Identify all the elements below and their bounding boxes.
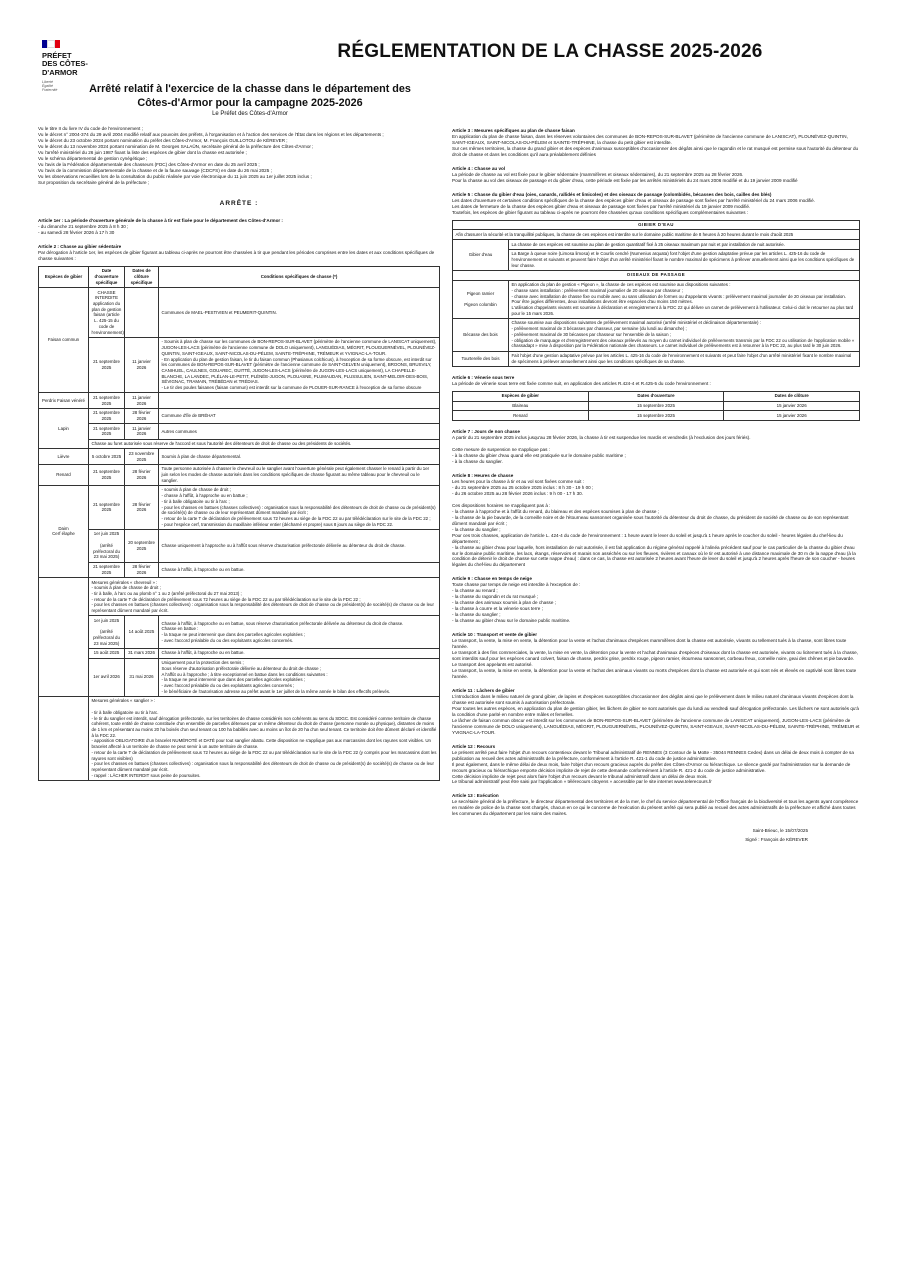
table-cell: 20 septembre 2025 (125, 529, 159, 562)
table-header: Dates de clôture (724, 391, 860, 401)
condition-cell: La chasse de ces espèces est soumise au plan de gestion quantitatif fixé à 25 oiseaux maximum par nuit et par installation de nuit autorisée. (509, 240, 860, 250)
signature-signed: Signé : François de KÉREVER (745, 836, 808, 842)
table-cell: Chasse à l'affût, à l'approche ou en battue. (159, 562, 440, 577)
table-cell (159, 393, 440, 408)
table-cell: 21 septembre 2025 (89, 562, 125, 577)
table-row (39, 696, 440, 780)
table-cell: Communes de MAEL-PESTIVIEN et PEUMERIT-QUINTIN. (159, 288, 440, 338)
table-row (453, 401, 860, 411)
left-column (38, 126, 440, 781)
vu-item: Vu le schéma départemental de gestion cynégétique ; (38, 155, 148, 161)
table-cell: 15 janvier 2026 (724, 401, 860, 411)
vu-list (38, 126, 440, 186)
vu-item: Sur proposition du secrétaire général de la préfecture ; (38, 179, 150, 185)
table-cell: 1er juin 2025 (arrêté préfectoral du 23 mai 2025) (89, 616, 125, 649)
table-cell: 5 octobre 2025 (89, 449, 125, 464)
table-cell: CHASSE INTERDITE application du plan de gestion faisan (article L. 425-15 du code de l'environnement) (89, 288, 125, 338)
article-4-title: Article 4 : Chasse au vol (452, 165, 506, 171)
table-header: Espèces de gibier (453, 391, 589, 401)
table-header: Dates de clôture spécifique (125, 266, 159, 287)
table-cell: Chasse uniquement à l'approche ou à l'affût sous réserve d'autorisation préfectorale délivrée au détenteur du droit de chasse. (159, 529, 440, 562)
species-cell: Gibier d'eau (453, 240, 509, 271)
table-cell: Lapin (39, 408, 89, 449)
table-cell: Daim Cerf élaphe (39, 485, 89, 577)
table-cell: Autres communes (159, 424, 440, 439)
table-row (39, 439, 440, 449)
table-cell: 15 janvier 2026 (724, 411, 860, 421)
vu-item: Vu l'arrêté ministériel du 26 juin 1987 fixant la liste des espèces de gibier dont la chasse est autorisée ; (38, 149, 247, 155)
condition-cell: En application du plan de gestion « Pigeon », la chasse de ces espèces est soumise aux dispositions suivantes : - chasse sans installation : prélèvement maximal journalier de 20 oiseaux par chasseur ; - chasse avec installation de chasse fixe ou mobile avec ou sans utilisation de formes ou d'appelants vivants : prélèvement maximal journalier de 20 oiseaux par installation. Pour être jugées différentes, deux installations devront être espacées d'au moins 150 mètres. L'utilisation d'appelants vivants est soumise à déclaration et enregistrement à la FDC 22 qui délivre un carnet de prélèvement à l'utilisateur. Celui-ci doit le retourner au plus tard pour le 15 mars 2026. (509, 280, 860, 318)
article-3-text: En application du plan de chasse faisan, dans les réserves volontaires des communes de BON-REPOS-SUR-BLAVET (périmètre de l'ancienne commune de LANISCAT), PLOUNÉVEZ-QUINTIN, SAINT-IGEAUX, SAINT-NICOLAS-DU-PÉLEM et SAINTE-TRÉPHINE, la chasse du petit gibier est interdite. Sur ces mêmes territoires, la chasse du grand gibier et des espèces d'animaux susceptibles d'occasionner des dégâts ainsi que le ragondin et le rat musqué est permise sous l'autorité du détenteur du droit de chasse et dans les conditions qu'il aura préalablement définies (452, 133, 859, 157)
table-cell: 21 septembre 2025 (89, 408, 125, 423)
table-row (39, 485, 440, 529)
table-header: Espèces de gibier (39, 266, 89, 287)
table-cell: 23 novembre 2025 (125, 449, 159, 464)
table-cell: - soumis à plan de chasse de droit ; - chasse à l'affût, à l'approche ou en battue ; - tir à balle obligatoire ou tir à l'arc ; - pour les chasses en battues (chasses collectives) : organisation sous la responsabilité des détenteurs de droit de chasse ou de président(s) de société(s) de chasse ou de leur représentant dûment mandaté par écrit ; - retour de la carte T de déclaration de prélèvement sous 72 heures au siège de la FDC 22 ou par télédéclaration sur le site de la FDC 22 ; - pour l'espèce cerf, transmission du maxillaire inférieur entier (décharné et propre) sous 8 jours au siège de la FDC 22. (159, 485, 440, 529)
table-header: Conditions spécifiques de chasse (*) (159, 266, 440, 287)
table-cell: Toute personne autorisée à chasser le chevreuil ou le sanglier avant l'ouverture générale peut également chasser le renard à partir du 1er juin selon les modes de chasse autorisés dans les conditions spécifiques de chasse figurant au même tableau pour le chevreuil ou le sanglier. (159, 464, 440, 485)
water-game-header: GIBIER D'EAU (453, 220, 860, 230)
table-cell: 31 mars 2026 (125, 648, 159, 658)
flag-icon (42, 40, 60, 48)
article-13-text: Le secrétaire général de la préfecture, le directeur départemental des territoires et de la mer, le chef du service départemental de l'Office français de la biodiversité et tous les agents ayant compétence en matière de police de la chasse sont chargés, chacun en ce qui le concerne de l'exécution du présent arrêté qui sera publié au recueil des actes administratifs de la préfecture et affiché dans toutes les communes du département par les soins des maires. (452, 799, 859, 817)
sedentary-game-table (38, 266, 440, 781)
table-row (39, 464, 440, 485)
water-game-intro: Afin d'assurer la sécurité et la tranquillité publiques, la chasse de ces espèces est interdite sur le domaine public maritime de 8 heures à 20 heures durant le mois d'août 2025 (453, 230, 860, 240)
table-cell: 21 septembre 2025 (89, 337, 125, 392)
article-5-text: Les dates d'ouverture et certaines conditions spécifiques de la chasse des espèces gibier d'eau et oiseaux de passage sont fixées par l'arrêté ministériel du 24 mars 2006 modifié. Les dates de fermeture de la chasse des espèces gibier d'eau et oiseaux de passage sont fixées par l'arrêté ministériel du 19 janvier 2009 modifié. Toutefois, les espèces de gibier figurant au tableau ci-après ne pourront être chassées qu'aux conditions spécifiques complémentaires suivantes : (452, 197, 815, 215)
table-cell: 14 août 2025 (125, 616, 159, 649)
article-2-text: Par dérogation à l'article 1er, les espèces de gibier figurant au tableau ci-après ne pourront être chassées à tir que pendant les périodes comprises entre les dates et aux conditions spécifiques de chasse suivantes : (38, 250, 435, 261)
table-row (39, 658, 440, 696)
article-6-text: La période de vénerie sous terre est fixée comme suit, en application des articles R.424-4 et R.425-5 du code l'environnement : (452, 380, 711, 386)
table-cell: Mesures générales « chevreuil » : - soumis à plan de chasse de droit ; - tir à balle, à l'arc ou au plomb n° 1 ou 2 (arrêté préfectoral du 27 mai 2013) ; - retour de la carte T de déclaration de prélèvement sous 72 heures au siège de la FDC 22 ou par télédéclaration sur le site de la FDC 22 ; - pour les chasses en battues (chasses collectives) : organisation sous la responsabilité des détenteurs de droit de chasse ou de président(s) de société(s) de chasse ou de leur représentant dûment mandaté par écrit. (89, 578, 440, 616)
condition-cell: La Barge à queue noire (Limosa limosa) et le Courlis cendré (Numenius arquata) font l'objet d'une gestion adaptative prévue par les articles L. 425-16 du code de l'environnement et suivants et peuvent faire l'objet d'un arrêté ministériel fixant le nombre maximal de spécimens à prélever annuellement ainsi que les conditions spécifiques de leur chasse. (509, 249, 860, 270)
table-cell (39, 696, 89, 780)
species-cell: Pigeon ramier Pigeon colombin (453, 280, 509, 318)
table-cell: 11 janvier 2026 (125, 424, 159, 439)
table-row (39, 337, 440, 392)
table-cell (39, 578, 89, 697)
table-row (39, 449, 440, 464)
table-cell: 28 février 2026 (125, 562, 159, 577)
table-cell: 21 septembre 2025 (89, 464, 125, 485)
prefecture-name: PRÉFET DES CÔTES- D'ARMOR (42, 51, 88, 77)
table-cell: 21 septembre 2025 (89, 485, 125, 529)
table-cell: 21 septembre 2025 (89, 424, 125, 439)
table-cell: 1er juin 2025 (arrêté préfectoral du 23 mai 2025) (89, 529, 125, 562)
table-cell: Uniquement pour la protection des semis ; Sous réserve d'autorisation préfectorale délivrée au détenteur du droit de chasse ; A l'affût ou à l'approche ; à titre exceptionnel en battue dans les conditions suivantes : - la traque ne peut intervenir que dans des parcelles agricoles exploitées ; - avec l'accord préalable du ou des exploitants agricoles concernés ; - le bénéficiaire de l'autorisation adresse au préfet avant le 1er juillet de la même année le bilan des effectifs prélevés. (159, 658, 440, 696)
article-13-title: Article 13 : Exécution (452, 793, 499, 799)
vu-item: Vu l'avis de la commission départementale de la chasse et de la faune sauvage (CDCFS) en date du 26 mai 2025 ; (38, 167, 272, 173)
article-4-text: La période de chasse au vol est fixée pour le gibier sédentaire (mammifères et oiseaux sédentaires), du 21 septembre 2025 au 28 février 2026. Pour la chasse au vol des oiseaux de passage et du gibier d'eau, cette période est fixée par les arrêtés ministériels du 24 mars 2006 modifié et du 19 janvier 2009 modifié (452, 171, 798, 183)
table-cell: Chasse à l'affût, à l'approche ou en battue. (159, 648, 440, 658)
table-row (39, 408, 440, 423)
vu-item: Vu le titre II du livre IV du code de l'environnement ; (38, 126, 143, 131)
article-8-text: Les heures pour la chasse à tir et au vol sont fixées comme suit : - du 21 septembre 2025 au 25 octobre 2025 inclus : 8 h 30 - 19 h 00 ; - du 26 octobre 2025 au 28 février 2026 inclus : 9 h 00 - 17 h 30. Ces dispositions horaires ne s'appliquent pas à : - la chasse à l'approche et à l'affût du renard, du blaireau et des espèces soumises à plan de chasse ; - la chasse de la pie bavarde, de la corneille noire et de l'étourneau sansonnet organisée sous l'autorité du détenteur du droit de chasse, du président de société de chasse ou de son représentant dûment mandaté par écrit ; - la chasse du sanglier ; Pour ces trois chasses, application de l'article L. 424-4 du code de l'environnement : 1 heure avant le lever du soleil et jusqu'à 1 heure après le coucher du soleil - heures légales du chef-lieu du département ; - la chasse au gibier d'eau pour laquelle, hors installation de nuit autorisée, il est fait application du régime général rappelé à l'alinéa précédent sauf pour le cas particulier de la chasse du gibier d'eau sur le domaine public maritime, les lacs, étangs, réservoirs et marais non asséchés ou sur les fleuves, rivières et canaux où le tir est autorisé à une distance maximale de 30 m de la nappe d'eau (à la condition de détenir le droit de chasse sur cette nappe d'eau) : dans ce cas, la chasse est autorisée 2 heures avant l'heure de lever du soleil et jusqu'à 2 heures après l'heure de son coucher - heures légales du chef-lieu du département (452, 478, 856, 568)
table-header: Date d'ouverture spécifique (89, 266, 125, 287)
arrete-title: Arrêté relatif à l'exercice de la chasse dans le département des Côtes-d'Armor pour la campagne 2025-2026 (89, 83, 411, 110)
table-cell: Renard (453, 411, 589, 421)
table-row (39, 529, 440, 562)
table-cell: Commune d'Île de BRÉHAT (159, 408, 440, 423)
article-9-title: Article 9 : Chasse en temps de neige (452, 576, 532, 582)
table-cell: 28 février 2026 (125, 408, 159, 423)
signature-block (452, 827, 860, 844)
vu-item: Vu le décret du 13 novembre 2024 portant nomination de M. Georges SALAÜN, secrétaire général de la préfecture des Côtes-d'Armor ; (38, 143, 314, 149)
table-row (39, 578, 440, 616)
article-10-text: Le transport, la vente, la mise en vente, la détention pour la vente et l'achat d'animaux d'espèces mammifères dont la chasse est autorisée, vivants ou tellement tués à la chasse, sont libres toute l'année. Le transport à des fins commerciales, la vente, la mise en vente, la détention pour la vente et l'achat d'animaux d'espèces d'oiseaux dont la chasse est autorisée, vivants ou licitement tués à la chasse, sont interdits sauf pour les espèces canard colvert, faisan de chasse, perdrix grise, perdrix rouge, pigeon ramier, étourneau sansonnet, corbeau freux, corneille noire, geai des chênes et pie bavarde. Le transport des appelants est autorisé. Le transport, la vente, la mise en vente, la détention pour la vente et l'achat des animaux vivants ou morts d'espèces dont la chasse est autorisée et qui sont nés et élevés en captivité sont libres toute l'année. (452, 638, 858, 679)
arrete-heading: ARRÊTE : (219, 199, 259, 207)
table-cell: 11 janvier 2026 (125, 337, 159, 392)
article-11-title: Article 11 : Lâchers de gibier (452, 687, 515, 693)
table-cell: 15 août 2025 (89, 648, 125, 658)
table-row (453, 411, 860, 421)
condition-cell: Chasse soumise aux dispositions suivantes de prélèvement maximal autorisé (arrêté ministériel et déclinaison départementale) : - prélèvement maximal de 3 bécasses par chasseur, par semaine (du lundi au dimanche) ; - prélèvement maximal de 30 bécasses par chasseur sur l'ensemble de la saison ; - obligation de marquage et d'enregistrement des oiseaux prélevés au moyen du carnet individuel de prélèvements transmis par la FDC 22 ou utilisation de l'application mobile « chassadapt » mise à disposition par la Fédération nationale des chasseurs. Le carnet individuel de prélèvements est à retourner à la FDC 22, au plus tard le 30 juin 2026. (509, 318, 860, 351)
article-8-title: Article 8 : Heures de chasse (452, 472, 514, 478)
vu-item: Vu les observations recueillies lors de la consultation du public réalisée par voie électronique du 11 juin 2025 au 1er juillet 2025 inclus ; (38, 173, 312, 179)
article-3-title: Article 3 : Mesures spécifiques au plan de chasse faisan (452, 128, 575, 133)
article-1-title: Article 1er : La période d'ouverture générale de la chasse à tir est fixée pour le département des Côtes-d'Armor : (38, 218, 283, 224)
table-cell: 15 septembre 2025 (588, 401, 724, 411)
article-7-text: A partir du 21 septembre 2025 inclus jusqu'au 28 février 2026, la chasse à tir est suspendue les mardis et vendredis (à l'exclusion des jours fériés). Cette mesure de suspension ne s'applique pas : - à la chasse du gibier d'eau quand elle est pratiquée sur le domaine public maritime ; - à la chasse du sanglier. (452, 435, 751, 464)
article-6-title: Article 6 : Vénerie sous terre (452, 375, 515, 380)
vu-item: Vu l'avis de la Fédération départementale des chasseurs (FDC) des Côtes-d'Armor en date du 25 avril 2025 ; (38, 161, 260, 167)
table-cell: - Soumis à plan de chasse sur les communes de BON-REPOS-SUR-BLAVET (périmètre de l'ancienne commune de LANISCAT uniquement), JUGON-LES-LACS (périmètre de l'ancienne commune de DOLO uniquement), LANGUÉDIAS, MÉGRIT, PLOUGUERNÉVEL, PLOUNÉVEZ-QUINTIN, SAINT-IGEAUX, SAINT-NICOLAS-DU-PÉLEM, SAINTE-TRÉPHINE, TRÉMEUR et YVIGNAC-LA-TOUR. - En application du plan de gestion faisan, le tir du faisan commun (Phasianus colchicus), à l'exception de sa forme obscure, est interdit sur les communes de BON-REPOS-SUR-BLAVET (périmètre de l'ancienne commune de SAINT-GELVEN uniquement), BROONS, BRUSVILY, CANIHUEL, CAULNES, GOUAREC, GUITTÉ, JUGON-LES-LACS (périmètre de JUGON-LES-LACS uniquement), LA CHAPELLE-BLANCHE, LA LANDEC, PLÉLAN-LE-PETIT, PLÉNÉE-JUGON, PLOUASNE, PLUMAUDAN, PLUSSULIEN, SAINT-MELOIR-DES-BOIS, SÉVIGNAC, TRAMAIN, TRÉBÉDAN et TRÉDIAS. - Le tir des poules faisanes (faisan commun) est interdit sur la commune de PLOUER-SUR-RANCE à l'exception de sa forme obscure (159, 337, 440, 392)
prefecture-motto: Liberté Égalité Fraternité (42, 79, 58, 93)
table-row (39, 562, 440, 577)
table-cell: 11 janvier 2026 (125, 393, 159, 408)
article-9-text: Toute chasse par temps de neige est interdite à l'exception de : - la chasse au renard ; - la chasse du ragondin et du rat musqué ; - la chasse des animaux soumis à plan de chasse ; - la chasse à courre et la vénerie sous terre ; - la chasse du sanglier ; - la chasse au gibier d'eau sur le domaine public maritime. (452, 582, 581, 624)
table-cell: 15 septembre 2025 (588, 411, 724, 421)
signature-place-date: Saint-Brieuc, le 15/07/2025 (752, 828, 808, 834)
table-cell: Renard (39, 464, 89, 485)
table-cell: 31 mai 2026 (125, 658, 159, 696)
table-cell: Chasse à l'affût, à l'approche ou en battue, sous réserve d'autorisation préfectorale délivrée au détenteur du droit de chasse. Chasse en battue : - la traque ne peut intervenir que dans des parcelles agricoles exploitées ; - avec l'accord préalable du ou des exploitants agricoles concernés. (159, 616, 440, 649)
article-7-title: Article 7 : Jours de non chasse (452, 429, 520, 435)
table-cell: Faisan commun (39, 288, 89, 393)
table-cell: Soumis à plan de chasse départemental. (159, 449, 440, 464)
article-1-text: - du dimanche 21 septembre 2025 à 8 h 30 ; - au samedi 28 février 2026 à 17 h 30 (38, 224, 129, 236)
right-column (452, 128, 860, 844)
article-5-title: Article 5 : Chasse du gibier d'eau (oies, canards, rallidés et limicoles) et des oiseaux de passage (colombidés, bécasses des bois, cailles des blés) (452, 191, 772, 197)
table-row (39, 393, 440, 408)
prefet-line: Le Préfet des Côtes-d'Armor (212, 111, 288, 117)
condition-cell: Fait l'objet d'une gestion adaptative prévue par les articles L. 425-16 du code de l'environnement et suivants et peut faire l'objet d'un arrêté ministériel fixant le nombre maximal de spécimens à prélever annuellement ainsi que les conditions spécifiques de sa chasse. (509, 351, 860, 366)
table-row (39, 424, 440, 439)
vu-item: Vu le décret n° 2004-374 du 29 avril 2004 modifié relatif aux pouvoirs des préfets, à l'organisation et à l'action des services de l'État dans les régions et les départements ; (38, 131, 384, 137)
passage-birds-header: OISEAUX DE PASSAGE (453, 270, 860, 280)
table-cell: Chasse au furet autorisée sous réserve de l'accord et sous l'autorité des détenteurs de droit de chasse ou des présidents de sociétés. (89, 439, 440, 449)
article-12-text: Le présent arrêté peut faire l'objet d'un recours contentieux devant le Tribunal administratif de RENNES (3 Contour de la Motte - 35044 RENNES Cedex) dans un délai de deux mois à compter de sa publication au recueil des actes administratifs de la préfecture, conformément à l'article R. 421-1 du code de justice administrative. Il peut également, dans le même délai de deux mois, faire l'objet d'un recours gracieux auprès du préfet des Côtes-d'Armor ou hiérarchique. Le silence gardé par l'administration sur la demande de recours gracieux ou hiérarchique emporte décision implicite de rejet de cette demande conformément à l'article R. 421-2 du code de justice administrative. Cette décision implicite de rejet peut alors faire l'objet d'un recours devant le tribunal administratif dans un délai de deux mois. Le tribunal administratif peut être saisi par l'application « télérecours citoyens » accessible par le site internet www.telerecours.fr (452, 749, 854, 785)
table-cell: Mesures générales « sanglier » : - tir à balle obligatoire ou tir à l'arc. - le tir du sanglier est interdit, sauf dérogation préfectorale, sur les territoires de chasse considérés non cohérents au sens du SDGC. Est considéré comme territoire de chasse cohérent, toute entité de chasse constituée d'un ensemble de parcelles détenues par un même détenteur du droit de chasse (personne morale ou physique), distantes de moins de 1 km et présentant au moins 20 ha boisés d'un seul tenant ou 100 ha babillés avec au moins un îlot de 20 ha d'un seul tenant. Ce territoire doit être dûment déclaré et identifié à la FDC 22. - apposition OBLIGATOIRE d'un bracelet NUMÉROTÉ et DATÉ pour tout sanglier abattu. Cette disposition ne s'applique pas aux marcassins dont les rayures sont visibles. Un bracelet affecté à un territoire de chasse ne peut servir à un autre territoire de chasse. - retour de la carte T de déclaration de prélèvement sous 72 heures au siège de la FDC 22 ou par télédéclaration sur le site de la FDC 22 (y compris pour les marcassins dont les rayures sont visibles) - pour les chasses en battues (chasses collectives) : organisation sous la responsabilité des détenteurs de droit de chasse ou de président(s) de société(s) de chasse ou de leur représentant dûment mandaté par écrit. - rappel : LÂCHER INTERDIT sous peine de poursuites. (89, 696, 440, 780)
table-cell: Blaireau (453, 401, 589, 411)
vu-item: Vu le décret du 23 octobre 2024 portant nomination du préfet des Côtes-d'Armor, M. François GUILLOTOU de KÉREVER ; (38, 137, 288, 143)
main-title: RÉGLEMENTATION DE LA CHASSE 2025-2026 (337, 41, 763, 62)
table-cell: 21 septembre 2025 (89, 393, 125, 408)
table-row (39, 288, 440, 338)
table-cell (125, 288, 159, 338)
venerie-table (452, 391, 860, 421)
table-header: Dates d'ouverture (588, 391, 724, 401)
article-10-title: Article 10 : Transport et vente de gibier (452, 632, 538, 638)
article-2-title: Article 2 : Chasse au gibier sédentaire (38, 244, 122, 250)
article-11-text: L'introduction dans le milieu naturel de grand gibier, de lapins et d'espèces susceptibles d'occasionner des dégâts ainsi que le prélèvement dans le milieu naturel d'animaux vivants d'espèces dont la chasse est autorisée sont soumis à autorisation préfectorale. Pour toutes les autres espèces, en application du plan de gestion gibier, les lâchers de gibier ne sont autorisés que du lundi au vendredi sauf dérogation préfectorale. Les lâchers ne sont autorisés qu'à la condition d'une parité en nombre entre mâles et femelles. Le lâcher de faisan commun obscur est interdit sur les communes de BON-REPOS-SUR-BLAVET (périmètre de l'ancienne commune de LANISCAT uniquement), JUGON-LES-LACS (périmètre de l'ancienne commune de DOLO uniquement), LANGUÉDIAS, MÉGRIT, PLOUGUERNÉVEL, PLOUNÉVEZ-QUINTIN, SAINT-IGEAUX, SAINT-NICOLAS-DU-PÉLEM, SAINTE-TRÉPHINE, TRÉMEUR et YVIGNAC-LA-TOUR. (452, 693, 860, 735)
water-passage-table (452, 220, 860, 367)
table-cell: Perdrix Faisan vénéré (39, 393, 89, 408)
table-cell: Lièvre (39, 449, 89, 464)
species-cell: Tourterelle des bois (453, 351, 509, 366)
table-cell: 28 février 2026 (125, 485, 159, 529)
table-cell: 28 février 2026 (125, 464, 159, 485)
table-cell: 1er avril 2026 (89, 658, 125, 696)
species-cell: Bécasse des bois (453, 318, 509, 351)
table-row (39, 648, 440, 658)
table-row (39, 616, 440, 649)
article-12-title: Article 12 : Recours (452, 743, 496, 749)
